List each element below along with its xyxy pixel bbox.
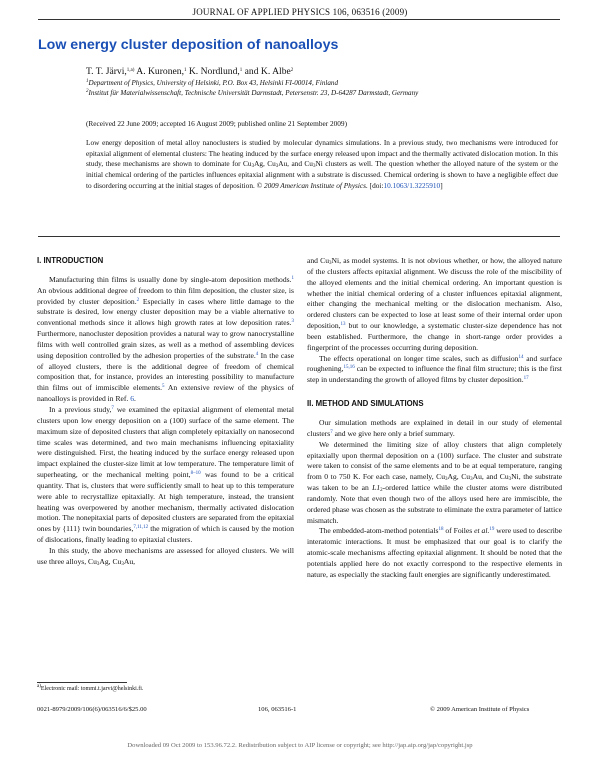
abstract-part: Ni clusters as well. The question whether the alloyed nature of the system or the initial chemical ordering of the particles influences epitaxial alignment with a substrate is discussed. Chemical ordering is shown to have a negligible effect due to disordering occurring at the initial stages of deposition. © bbox=[86, 159, 558, 190]
text-run: and Cu bbox=[307, 256, 330, 265]
reference-link[interactable]: 7,11,12 bbox=[133, 525, 149, 531]
affil-number: 2 bbox=[86, 88, 89, 94]
copyright-notice: 2009 American Institute of Physics. bbox=[264, 180, 368, 190]
paragraph bbox=[37, 275, 294, 405]
abstract-part: Ag, Cu bbox=[254, 159, 276, 169]
affil-number: 1 bbox=[86, 79, 89, 84]
reference-link[interactable]: 2 bbox=[136, 297, 140, 303]
reference-link[interactable]: 13 bbox=[340, 322, 346, 328]
affiliation-2 bbox=[86, 89, 556, 99]
text-run: We determined the limiting size of alloy clusters that align completely epitaxially upon thermal deposition on a (100) surface. The cluster and substrate were taken to consist of the same elements and to be at equal temperature, ranging from 0 to 750 K. For each case, namely, Cu bbox=[307, 439, 562, 482]
text-run: and we give here only a brief summary. bbox=[332, 428, 455, 438]
paragraph bbox=[307, 418, 562, 440]
download-notice: Downloaded 09 Oct 2009 to 153.96.72.2. Redistribution subject to AIP license or copyright; see http://jap.aip.org/jap/copyright.jsp bbox=[127, 742, 473, 749]
text-run: of Foiles bbox=[443, 526, 475, 536]
doi-label: [doi: bbox=[367, 180, 384, 190]
abstract-rule bbox=[38, 236, 560, 237]
text-run: Furthermore, nanocluster deposition provides a natural way to grow nanocrystalline films with well controlled grain sizes, as well as a method of assembling devices using deposition controlled by the adhesion properties of the substrate. bbox=[37, 329, 294, 360]
text-run: The effects operational on longer time scales, such as diffusion bbox=[319, 353, 519, 363]
footnote-mark: a) bbox=[37, 684, 41, 689]
text-run: we examined the epitaxial alignment of elemental metal clusters upon low energy deposition on a (100) surface of the same element. The maximum size of deposited clusters that align completely epitaxially on nanosecond time scales was determined, and two main mechanisms influencing epitaxiality were distinguished. First, the heating induced by the surface energy released upon impact explained the cluster-size limit at low temperature. The temperature limit of superheating, or the mechanical melting point, bbox=[37, 404, 295, 480]
author-affil-mark: 1 bbox=[183, 68, 187, 73]
text-run: In this study, the above mechanisms are assessed for alloyed clusters. We will use three alloys, Cu bbox=[37, 545, 294, 566]
reference-link[interactable]: 3 bbox=[291, 319, 294, 325]
footer-page-number: 106, 063516-1 bbox=[258, 706, 297, 713]
subscript: 3 bbox=[121, 561, 124, 567]
reference-link[interactable]: 17 bbox=[523, 376, 529, 382]
subscript: 3 bbox=[275, 164, 279, 170]
abstract-part: Au, and Cu bbox=[278, 159, 313, 169]
subscript: 2 bbox=[380, 488, 383, 494]
footer-copyright: © 2009 American Institute of Physics bbox=[430, 706, 530, 713]
author-list bbox=[86, 66, 293, 77]
reference-link[interactable]: 5 bbox=[162, 384, 165, 390]
text-run: but to our knowledge, a systematic cluster-size dependence has not been established. Furthermore, the change in short-range order provides a fingerprint of the processes occurring during deposition. bbox=[307, 321, 562, 352]
affiliations bbox=[86, 79, 556, 98]
text-run: An extensive review of the physics of nanoalloys is provided in Ref. bbox=[37, 383, 294, 404]
subscript: 3 bbox=[445, 477, 448, 483]
affiliation-text: Institut für Materialwissenschaft, Technische Universität Darmstadt, Petersenstr. 23, D-64287 Darmstadt, Germany bbox=[88, 88, 419, 97]
author-affil-mark: 2 bbox=[290, 68, 294, 73]
author-name: K. Nordlund, bbox=[186, 66, 240, 77]
section-heading-introduction: I. INTRODUCTION bbox=[37, 256, 104, 265]
right-column bbox=[307, 256, 562, 581]
left-column bbox=[37, 256, 294, 568]
text-run: Ag, Cu bbox=[447, 472, 471, 482]
text-run: Au, and Cu bbox=[472, 472, 509, 482]
received-dates: (Received 22 June 2009; accepted 16 August 2009; published online 21 September 2009) bbox=[86, 119, 348, 128]
paragraph bbox=[307, 526, 562, 580]
text-run: Our simulation methods are explained in detail in our study of elemental clusters bbox=[307, 417, 562, 438]
paper-title: Low energy cluster deposition of nanoalloys bbox=[38, 37, 339, 53]
text-run: Ag, Cu bbox=[99, 556, 122, 566]
header-rule bbox=[38, 19, 560, 20]
text-run: . bbox=[134, 394, 136, 404]
text-run: The embedded-atom-method potentials bbox=[319, 526, 439, 536]
text-run: In the case of alloyed clusters, there is the additional degree of freedom of chemical composition that, for instance, provides an interesting possibility to manufacture thin films out of immiscible elements. bbox=[37, 350, 294, 393]
doi-link[interactable]: 10.1063/1.3225910 bbox=[383, 180, 441, 190]
subscript: 3 bbox=[312, 164, 316, 170]
reference-link[interactable]: 19 bbox=[489, 527, 495, 533]
text-run: Manufacturing thin films is usually done by single-atom deposition methods. bbox=[49, 274, 292, 284]
text-run: the migration of which is caused by the motion of dislocations, finally leading to epitaxial clusters. bbox=[37, 524, 294, 545]
paragraph bbox=[307, 256, 562, 354]
reference-link[interactable]: 6 bbox=[130, 394, 135, 404]
footnote bbox=[37, 686, 143, 692]
reference-link[interactable]: 4 bbox=[255, 351, 259, 357]
text-run: An obvious additional degree of freedom to thin film deposition, the cluster size, is provided by cluster deposition. bbox=[37, 285, 294, 306]
subscript: 3 bbox=[508, 477, 512, 483]
abstract-text bbox=[86, 138, 558, 192]
text-run: -ordered lattice while the cluster atoms were distributed randomly. Note that even though two of the alloys used here are immiscible, the ordered phase was chosen as the substrate to eliminate the extra parameter of lattice mismatch. bbox=[307, 483, 562, 525]
author-name: A. Kuronen, bbox=[134, 66, 184, 77]
text-run: Au, bbox=[123, 556, 136, 566]
subscript: 3 bbox=[96, 561, 100, 567]
journal-header: JOURNAL OF APPLIED PHYSICS 106, 063516 (2009) bbox=[192, 7, 408, 17]
paragraph bbox=[37, 546, 294, 568]
affiliation-1 bbox=[86, 79, 556, 89]
abstract-part: Low energy deposition of metal alloy nanoclusters is studied by molecular dynamics simulations. In a previous study, two mechanisms were introduced for epitaxial alignment of elemental clusters: The heating induced by the surface energy released upon impact and the thermally activated dislocation motion. In this study, these mechanisms are shown to dominate for Cu bbox=[86, 138, 558, 169]
affiliation-text: Department of Physics, University of Helsinki, P.O. Box 43, Helsinki FI-00014, Finland bbox=[88, 79, 338, 87]
section-heading-method: II. METHOD AND SIMULATIONS bbox=[307, 399, 424, 409]
reference-link[interactable]: 15,16 bbox=[343, 365, 355, 371]
text-run: and surface roughening, bbox=[307, 353, 562, 374]
reference-link[interactable]: 14 bbox=[518, 354, 524, 360]
reference-link[interactable]: 7 bbox=[111, 405, 114, 411]
footer-issn: 0021-8979/2009/106(6)/063516/6/$25.00 bbox=[37, 706, 147, 713]
reference-link[interactable]: 18 bbox=[438, 527, 444, 533]
abstract bbox=[86, 138, 558, 192]
paragraph bbox=[37, 405, 294, 546]
author-name: T. T. Järvi, bbox=[86, 66, 127, 77]
text-run: can be expected to influence the final film structure; this is the first step in understanding the growth of alloyed films by cluster deposition. bbox=[307, 364, 562, 385]
text-run: Especially in cases where little damage to the substrate is desired, low energy cluster deposition may be a viable alternative to conventional methods since it allows high growth rates at low deposition rates. bbox=[37, 296, 295, 328]
text-run: In a previous study, bbox=[49, 404, 112, 414]
footnote-rule bbox=[37, 682, 127, 683]
author-affil-mark: 1,a) bbox=[126, 68, 135, 73]
paragraph bbox=[307, 440, 562, 527]
text-run: Ni, as model systems. It is not obvious whether, or how, the alloyed nature of the clusters affects epitaxial alignment. We discuss the role of the miscibility of the alloyed elements and the initial chemical ordering. An important question is whether the initial chemical ordering of a cluster influences epitaxial alignment, either changing the mechanical melting or the dislocation mechanism. Also, ordered clusters can be expected to lose at least some of their internal order upon deposition, bbox=[307, 256, 562, 331]
author-name: and K. Albe bbox=[242, 66, 291, 77]
text-run: was found to be a critical quantity. That is, clusters that were sufficiently small to heat up to this temperature were able to recrystallize epitaxially. At high temperature, instead, the transient heating was overpowered by another mechanism, thermally activated dislocation motion. The nonepitaxial parts of deposited clusters are separated from the epitaxial ones by {111} twin boundaries, bbox=[37, 470, 294, 534]
text-run: Ni, the substrate was taken to be an bbox=[307, 472, 562, 493]
reference-link[interactable]: 8–10 bbox=[190, 471, 201, 477]
subscript: 3 bbox=[470, 477, 473, 483]
footnote-text: Electronic mail: tommi.t.jarvi@helsinki.fi. bbox=[40, 686, 144, 692]
text-run: were used to describe interatomic interactions. It must be emphasized that our goal is to clarify the atomic-scale mechanisms affecting epitaxial alignment. It should be noted that the potentials applied here do not exactly correspond to the respective elements in nature, as especially the stacking fault energies are significantly underestimated. bbox=[307, 526, 562, 579]
subscript: 3 bbox=[329, 261, 332, 266]
text-run: L1 bbox=[372, 483, 381, 493]
doi-bracket: ] bbox=[440, 180, 443, 190]
text-run: et al. bbox=[474, 526, 490, 536]
reference-link[interactable]: 1 bbox=[291, 275, 294, 281]
subscript: 3 bbox=[251, 164, 255, 170]
paragraph bbox=[307, 354, 562, 387]
author-affil-mark: 1 bbox=[239, 68, 243, 73]
reference-link[interactable]: 7 bbox=[330, 429, 333, 435]
